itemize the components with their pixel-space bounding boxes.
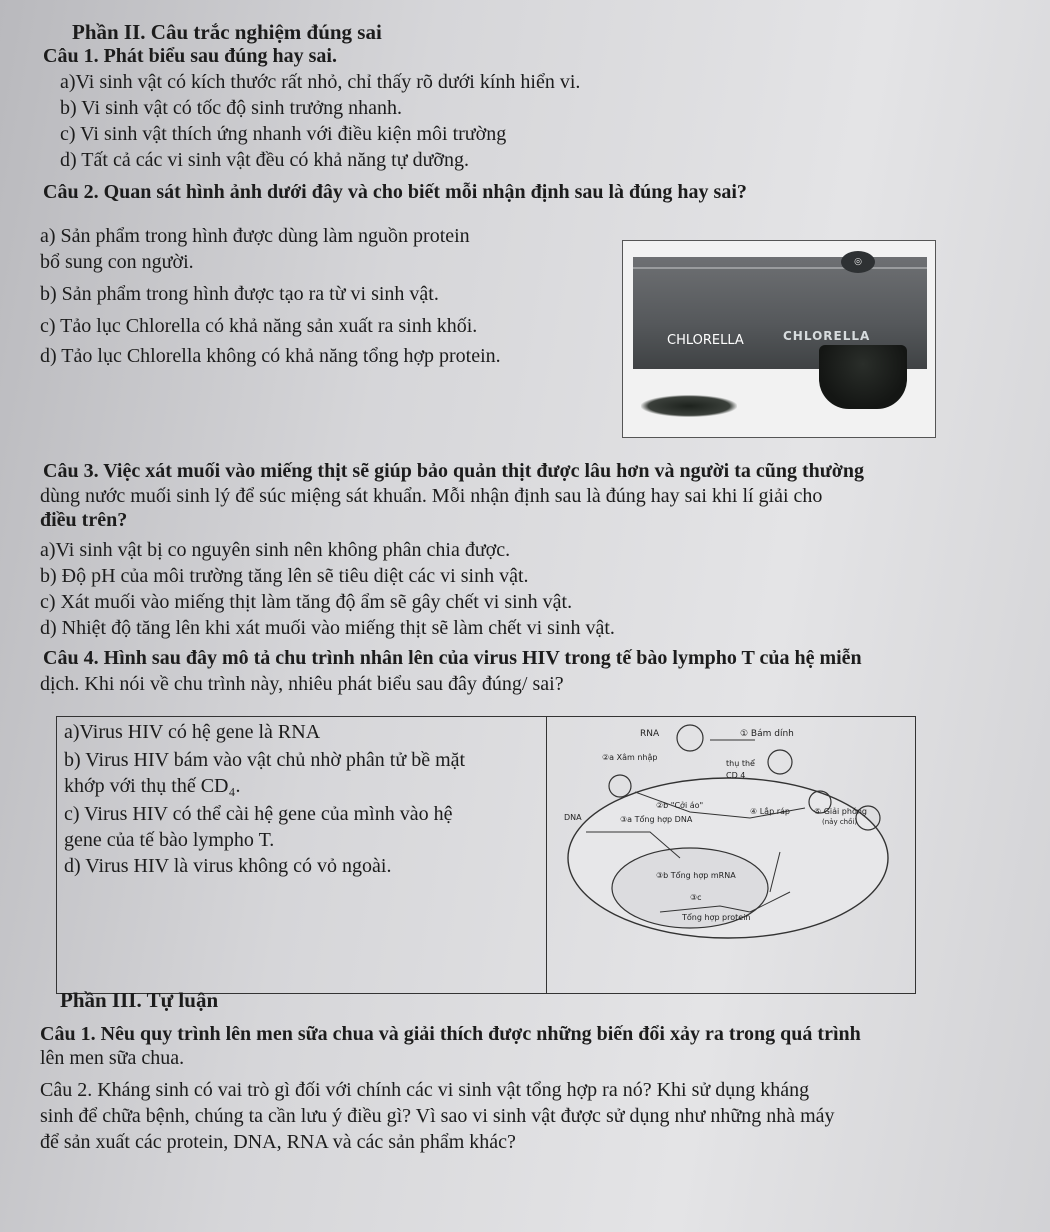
essay-q1-line1: Câu 1. Nêu quy trình lên men sữa chua và giải thích được những biến đổi xảy ra trong quá trình	[40, 1023, 861, 1045]
part3-heading: Phần III. Tự luận	[60, 988, 219, 1012]
q3-option-a: a)Vi sinh vật bị co nguyên sinh nên không phân chia được.	[40, 539, 511, 561]
product-label-right: CHLORELLA	[783, 329, 871, 343]
q3-option-b: b) Độ pH của môi trường tăng lên sẽ tiêu diệt các vi sinh vật.	[40, 565, 529, 587]
q1-option-d: d) Tất cả các vi sinh vật đều có khả năng tự dưỡng.	[60, 149, 469, 171]
powder-pile	[641, 395, 737, 417]
label-rna: RNA	[640, 729, 660, 739]
q3-option-d: d) Nhiệt độ tăng lên khi xát muối vào miếng thịt sẽ làm chết vi sinh vật.	[40, 617, 615, 639]
label-mrna-synthesis: ③b Tổng hợp mRNA	[656, 871, 736, 880]
label-dna-synthesis: ③a Tổng hợp DNA	[620, 815, 693, 824]
virus-icon	[609, 775, 631, 797]
label-attachment: ① Bám dính	[740, 729, 794, 739]
powder-cup	[819, 345, 907, 409]
q1-option-c: c) Vi sinh vật thích ứng nhanh với điều kiện môi trường	[60, 123, 507, 145]
label-release: ⑤ Giải phóng	[814, 807, 867, 816]
label-uncoating: ②b "Cởi áo"	[656, 801, 704, 810]
q4-line2: dịch. Khi nói về chu trình này, nhiêu phát biểu sau đây đúng/ sai?	[40, 673, 564, 695]
q2-option-d: d) Tảo lục Chlorella không có khả năng tổng hợp protein.	[40, 345, 501, 367]
q1-option-a: a)Vi sinh vật có kích thước rất nhỏ, chỉ thấy rõ dưới kính hiển vi.	[60, 71, 581, 93]
label-step-3c: ③c	[690, 893, 702, 902]
part2-heading: Phần II. Câu trắc nghiệm đúng sai	[72, 20, 382, 44]
q1-option-b: b) Vi sinh vật có tốc độ sinh trưởng nhanh.	[60, 97, 403, 119]
q2-option-b: b) Sản phẩm trong hình được tạo ra từ vi sinh vật.	[40, 283, 439, 305]
q4-option-b-line2: khớp với thụ thế CD₄.	[64, 775, 241, 797]
product-label-left: CHLORELLA	[667, 333, 744, 348]
label-receptor: thụ thể	[726, 759, 755, 768]
essay-q2-line1: Câu 2. Kháng sinh có vai trò gì đối với chính các vi sinh vật tổng hợp ra nó? Khi sử dụng kháng	[40, 1079, 810, 1101]
chlorella-product-photo	[622, 240, 936, 438]
essay-q2-line3: để sản xuất các protein, DNA, RNA và các sản phẩm khác?	[40, 1131, 516, 1153]
q2-option-a-line2: bổ sung con người.	[40, 251, 194, 273]
virus-icon	[677, 725, 703, 751]
q4-option-a: a)Virus HIV có hệ gene là RNA	[64, 721, 321, 743]
label-assembly: ④ Lắp ráp	[750, 807, 790, 816]
q3-line2: dùng nước muối sinh lý để súc miệng sát khuẩn. Mỗi nhận định sau là đúng hay sai khi lí giải cho	[40, 485, 823, 507]
q2-title: Câu 2. Quan sát hình ảnh dưới đây và cho biết mỗi nhận định sau là đúng hay sai?	[43, 181, 747, 203]
q4-option-b-line1: b) Virus HIV bám vào vật chủ nhờ phân tử bề mặt	[64, 749, 466, 771]
q2-option-a-line1: a) Sản phẩm trong hình được dùng làm nguồn protein	[40, 225, 470, 247]
label-protein-synthesis: Tổng hợp protein	[682, 913, 751, 922]
q4-title: Câu 4. Hình sau đây mô tả chu trình nhân lên của virus HIV trong tế bào lympho T của hệ miễn	[43, 647, 862, 669]
q3-line3: điều trên?	[40, 509, 128, 531]
q3-option-c: c) Xát muối vào miếng thịt làm tăng độ ẩm sẽ gây chết vi sinh vật.	[40, 591, 573, 613]
hiv-cycle-diagram	[550, 722, 900, 940]
label-dna: DNA	[564, 813, 582, 822]
q4-option-c-line2: gene của tế bào lympho T.	[64, 829, 275, 851]
label-budding: (nảy chồi)	[822, 818, 858, 826]
label-cd4: CD 4	[726, 771, 746, 780]
essay-q2-line2: sinh để chữa bệnh, chúng ta cần lưu ý điều gì? Vì sao vi sinh vật được sử dụng như những nhà máy	[40, 1105, 835, 1127]
product-badge-icon: ◎	[841, 251, 875, 273]
virus-icon	[768, 750, 792, 774]
label-penetration: ②a Xâm nhập	[602, 753, 658, 762]
essay-q1-line2: lên men sữa chua.	[40, 1047, 185, 1069]
q4-option-d: d) Virus HIV là virus không có vỏ ngoài.	[64, 855, 392, 877]
q3-title: Câu 3. Việc xát muối vào miếng thịt sẽ giúp bảo quản thịt được lâu hơn và người ta cũng thường	[43, 460, 864, 482]
q4-option-c-line1: c) Virus HIV có thể cài hệ gene của mình vào hệ	[64, 803, 453, 825]
q2-option-c: c) Tảo lục Chlorella có khả năng sản xuất ra sinh khối.	[40, 315, 478, 337]
q1-title: Câu 1. Phát biểu sau đúng hay sai.	[43, 45, 337, 67]
